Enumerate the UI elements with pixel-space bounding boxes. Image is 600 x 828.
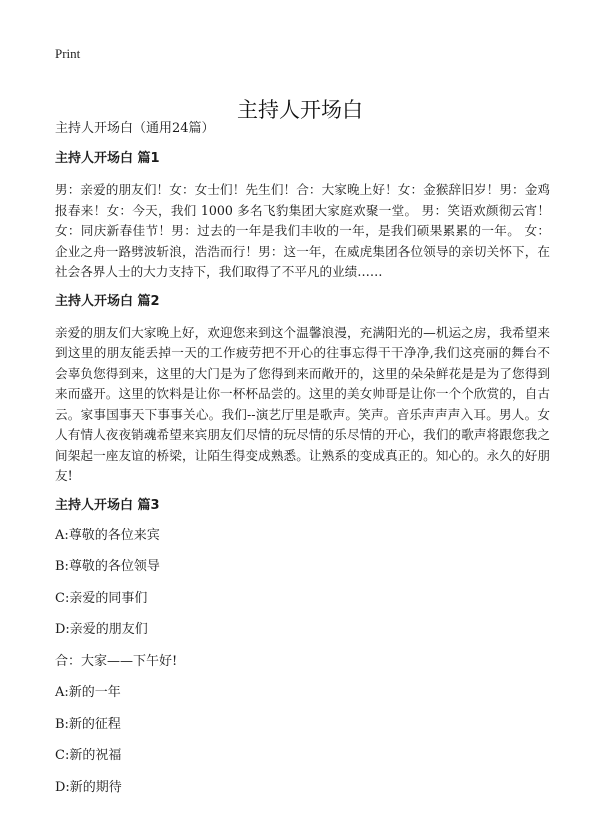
dialogue-line: B:尊敬的各位领导 [55, 559, 160, 574]
section-heading: 主持人开场白 篇1 [55, 151, 160, 166]
section-paragraph: 亲爱的朋友们大家晚上好，欢迎您来到这个温馨浪漫，充满阳光的—机运之房，我希望来到这里的朋友能丢掉一天的工作疲劳把不开心的往事忘得干干净净,我们这亮丽的舞台不会辜负您得到来，这里的大门是为了您得到来而敞开的，这里的朵朵鲜花是是为了您得到来而盛开。这里的饮料是让你一杯杯品尝的。这里的美女帅哥是让你一个个欣赏的，自古云。家事国事天下事事关心。我们--演艺厅里是歌声。笑声。音乐声声声入耳。男人。女人有情人夜夜销魂希望来宾朋友们尽情的玩尽情的乐尽情的开心，我们的歌声将跟您我之间架起一座友谊的桥梁，让陌生得变成熟悉。让熟系的变成真正的。知心的。永久的好朋友! [55, 324, 550, 483]
document-subtitle: 主持人开场白（通用24篇） [55, 121, 215, 136]
section-heading: 主持人开场白 篇3 [55, 497, 160, 513]
document-body [55, 120, 550, 810]
section-2 [55, 293, 550, 487]
section-1 [55, 150, 550, 283]
dialogue-line: A:尊敬的各位来宾 [55, 527, 160, 543]
print-label: Print [55, 46, 81, 61]
section-3 [55, 497, 550, 797]
dialogue-line: C:新的祝福 [55, 748, 122, 763]
dialogue-line: A:新的一年 [55, 685, 121, 700]
dialogue-line: D:新的期待 [55, 779, 122, 795]
dialogue-line: D:亲爱的朋友们 [55, 622, 148, 637]
dialogue-line: C:亲爱的同事们 [55, 590, 148, 606]
document-title: 主持人开场白 [237, 98, 363, 123]
section-paragraph: 男：亲爱的朋友们！女：女士们！先生们！合：大家晚上好！女：金猴辞旧岁！男：金鸡报春来！女：今天，我们 1000 多名飞豹集团大家庭欢聚一堂。 男：笑语欢颜彻云宵！女：同庆新春佳节！男：过去的一年是我们丰收的一年，是我们硕果累累的一年。 女：企业之舟一路劈波斩浪，浩浩而行！男：这一年，在威虎集团各位领导的亲切关怀下，在社会各界人士的大力支持下，我们取得了不平凡的业绩…… [55, 182, 550, 279]
dialogue-line: 合：大家——下午好! [55, 653, 178, 669]
section-heading: 主持人开场白 篇2 [55, 293, 160, 309]
dialogue-line: B:新的征程 [55, 716, 121, 732]
